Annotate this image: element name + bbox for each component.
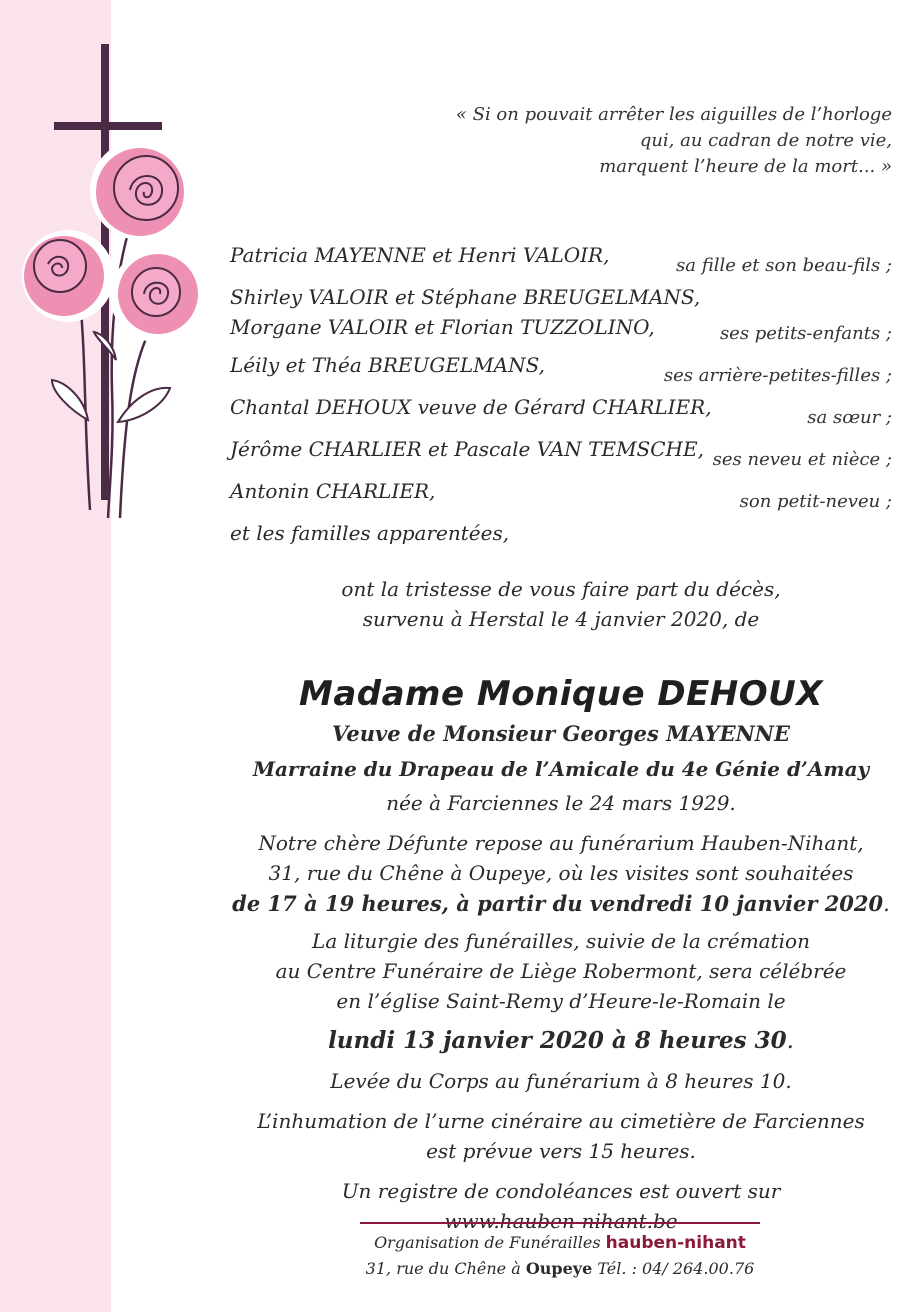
cross-and-roses-illustration [0,30,210,530]
footer-city: Oupeye [525,1259,593,1278]
family-relation: son petit-neveu ; [739,491,892,512]
quote-line: qui, au cadran de notre vie, [639,130,892,151]
widow-of: Veuve de Monsieur Georges MAYENNE [332,721,790,746]
family-list [230,240,892,560]
visit-hours-text: de 17 à 19 heures, à partir du vendredi 10 janvier 2020 [232,891,884,916]
birth-info: née à Farciennes le 24 mars 1929. [386,791,736,815]
footer-address: 31, rue du Chêne à [365,1259,521,1278]
footer-phone: Tél. : 04/ 264.00.76 [597,1259,755,1278]
family-row [230,518,892,560]
announcement [230,574,892,1236]
family-relation: sa sœur ; [807,407,892,428]
family-row [230,392,892,434]
opening-quote [292,102,892,180]
quote-line: « Si on pouvait arrêter les aiguilles de l’horloge [455,104,892,125]
lift-of-body: Levée du Corps au funérarium à 8 heures 10. [330,1069,792,1093]
footer [330,1230,790,1282]
footer-org-label: Organisation de Funérailles [374,1233,601,1252]
quote-line: marquent l’heure de la mort... » [599,156,892,177]
service-date [230,1024,892,1058]
family-names: Morgane VALOIR et Florian TUZZOLINO, [230,315,655,339]
family-names: Patricia MAYENNE et Henri VALOIR, [230,243,610,267]
liturgy-line: La liturgie des funérailles, suivie de la crémation [312,929,810,953]
footer-org-line [330,1230,790,1256]
deceased-name: Madame Monique DEHOUX [298,674,823,714]
family-relation: sa fille et son beau-fils ; [676,255,892,276]
family-relation: ses arrière-petites-filles ; [663,365,892,386]
visit-hours [230,888,892,920]
family-names: Léily et Théa BREUGELMANS, [230,353,545,377]
announcement-intro: ont la tristesse de vous faire part du décès, [341,577,781,601]
footer-divider [360,1222,760,1224]
family-row [230,434,892,476]
burial-line: est prévue vers 15 heures. [426,1139,696,1163]
rest-line: Notre chère Défunte repose au funérarium Hauben-Nihant, [258,831,864,855]
family-names: Shirley VALOIR et Stéphane BREUGELMANS, [230,285,701,309]
register-url[interactable]: www.hauben-nihant.be [444,1209,678,1233]
footer-address-line [330,1256,790,1282]
family-names: Jérôme CHARLIER et Pascale VAN TEMSCHE, [230,437,704,461]
family-row [230,476,892,518]
announcement-death-place-date: survenu à Herstal le 4 janvier 2020, de [362,607,760,631]
family-relation: ses neveu et nièce ; [712,449,892,470]
family-row [230,282,892,350]
family-relation: ses petits-enfants ; [719,323,892,344]
rose-icon [110,250,202,342]
brand-logo: hauben-nihant [605,1233,746,1253]
liturgy-line: au Centre Funéraire de Liège Robermont, sera célébrée [275,959,847,983]
family-names: et les familles apparentées, [230,521,510,545]
family-row [230,350,892,392]
family-names: Chantal DEHOUX veuve de Gérard CHARLIER, [230,395,712,419]
deceased-title: Marraine du Drapeau de l’Amicale du 4e Génie d’Amay [252,757,870,781]
register-line: Un registre de condoléances est ouvert sur [341,1179,781,1203]
rest-line: 31, rue du Chêne à Oupeye, où les visites sont souhaitées [268,861,854,885]
visit-hours-end: . [883,892,890,916]
rose-icon [90,140,190,240]
liturgy-line: en l’église Saint-Remy d’Heure-le-Romain le [336,989,786,1013]
service-date-end: . [786,1028,794,1054]
family-names: Antonin CHARLIER, [230,479,436,503]
family-row [230,240,892,282]
rose-icon [22,230,114,322]
service-date-text: lundi 13 janvier 2020 à 8 heures 30 [328,1027,787,1054]
burial-line: L’inhumation de l’urne cinéraire au cimetière de Farciennes [257,1109,865,1133]
